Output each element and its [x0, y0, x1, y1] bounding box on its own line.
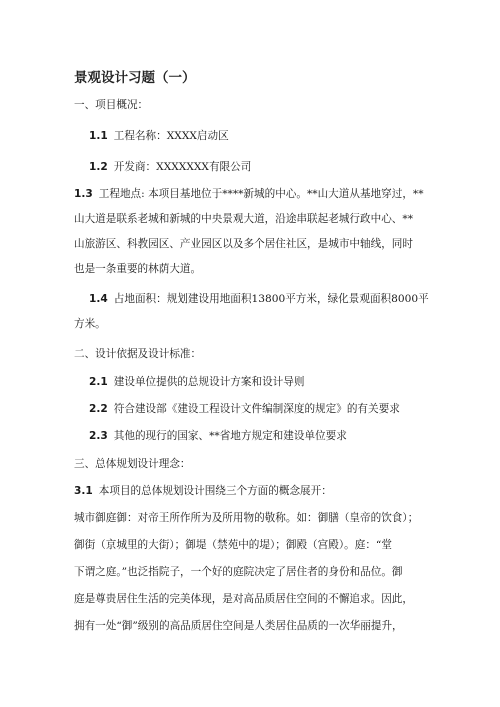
item-location-line-1 — [74, 187, 424, 201]
item-project-name — [89, 129, 229, 143]
item-number: 2.1 — [89, 376, 108, 388]
section-heading-overview: 一、项目概况： — [74, 99, 149, 111]
item-basis-2 — [89, 402, 400, 416]
paragraph-line-3: 下谓之庭。”也泛指院子，一个好的庭院决定了居住者的身份和品位。御 — [74, 566, 403, 578]
item-number: 1.2 — [89, 161, 108, 173]
section-heading-concept: 三、总体规划设计理念： — [74, 458, 191, 470]
item-text: 本项目的总体规划设计围绕三个方面的概念展开： — [98, 485, 332, 497]
item-text: 工程名称：XXXX启动区 — [113, 130, 229, 142]
section-heading-basis: 二、设计依据及设计标准： — [74, 348, 202, 360]
paragraph-line-5: 拥有一处“御”级别的高品质居住空间是人类居住品质的一次华丽提升， — [74, 620, 403, 632]
item-text: 符合建设部《建设工程设计文件编制深度的规定》的有关要求 — [113, 403, 400, 415]
item-location-line-4: 也是一条重要的林荫大道。 — [74, 263, 202, 275]
item-number: 1.4 — [89, 293, 108, 305]
item-concept-1 — [74, 484, 332, 498]
item-number: 1.3 — [74, 188, 93, 200]
item-number: 2.3 — [89, 430, 108, 442]
item-number: 3.1 — [74, 485, 93, 497]
item-area-line-1 — [89, 292, 429, 306]
item-area-line-2: 方米。 — [74, 318, 106, 330]
document-title: 景观设计习题（一） — [74, 70, 196, 86]
item-text: 工程地点: 本项目基地位于****新城的中心。**山大道从基地穿过，** — [98, 188, 424, 200]
item-basis-3 — [89, 429, 347, 443]
item-basis-1 — [89, 375, 304, 389]
item-text: 其他的现行的国家、**省地方规定和建设单位要求 — [113, 430, 347, 442]
item-text: 建设单位提供的总规设计方案和设计导则 — [113, 376, 305, 388]
paragraph-line-2: 御街（京城里的大街）；御堤（禁苑中的堤）；御殿（宫殿）。庭：“堂 — [74, 539, 392, 551]
item-number: 1.1 — [89, 130, 108, 142]
paragraph-line-4: 庭是尊贵居住生活的完美体现，是对高品质居住空间的不懈追求。因此， — [74, 593, 413, 605]
item-text: 开发商：XXXXXXX有限公司 — [113, 161, 252, 173]
item-location-line-2: 山大道是联系老城和新城的中央景观大道，沿途串联起老城行政中心、** — [74, 213, 413, 225]
item-location-line-3: 山旅游区、科教园区、产业园区以及多个居住社区，是城市中轴线，同时 — [74, 238, 413, 250]
item-text: 占地面积：规划建设用地面积13800平方米，绿化景观面积8000平 — [113, 293, 429, 305]
item-number: 2.2 — [89, 403, 108, 415]
item-developer — [89, 160, 251, 174]
paragraph-line-1: 城市御庭御：对帝王所作所为及所用物的敬称。如：御膳（皇帝的饮食）； — [74, 512, 419, 524]
